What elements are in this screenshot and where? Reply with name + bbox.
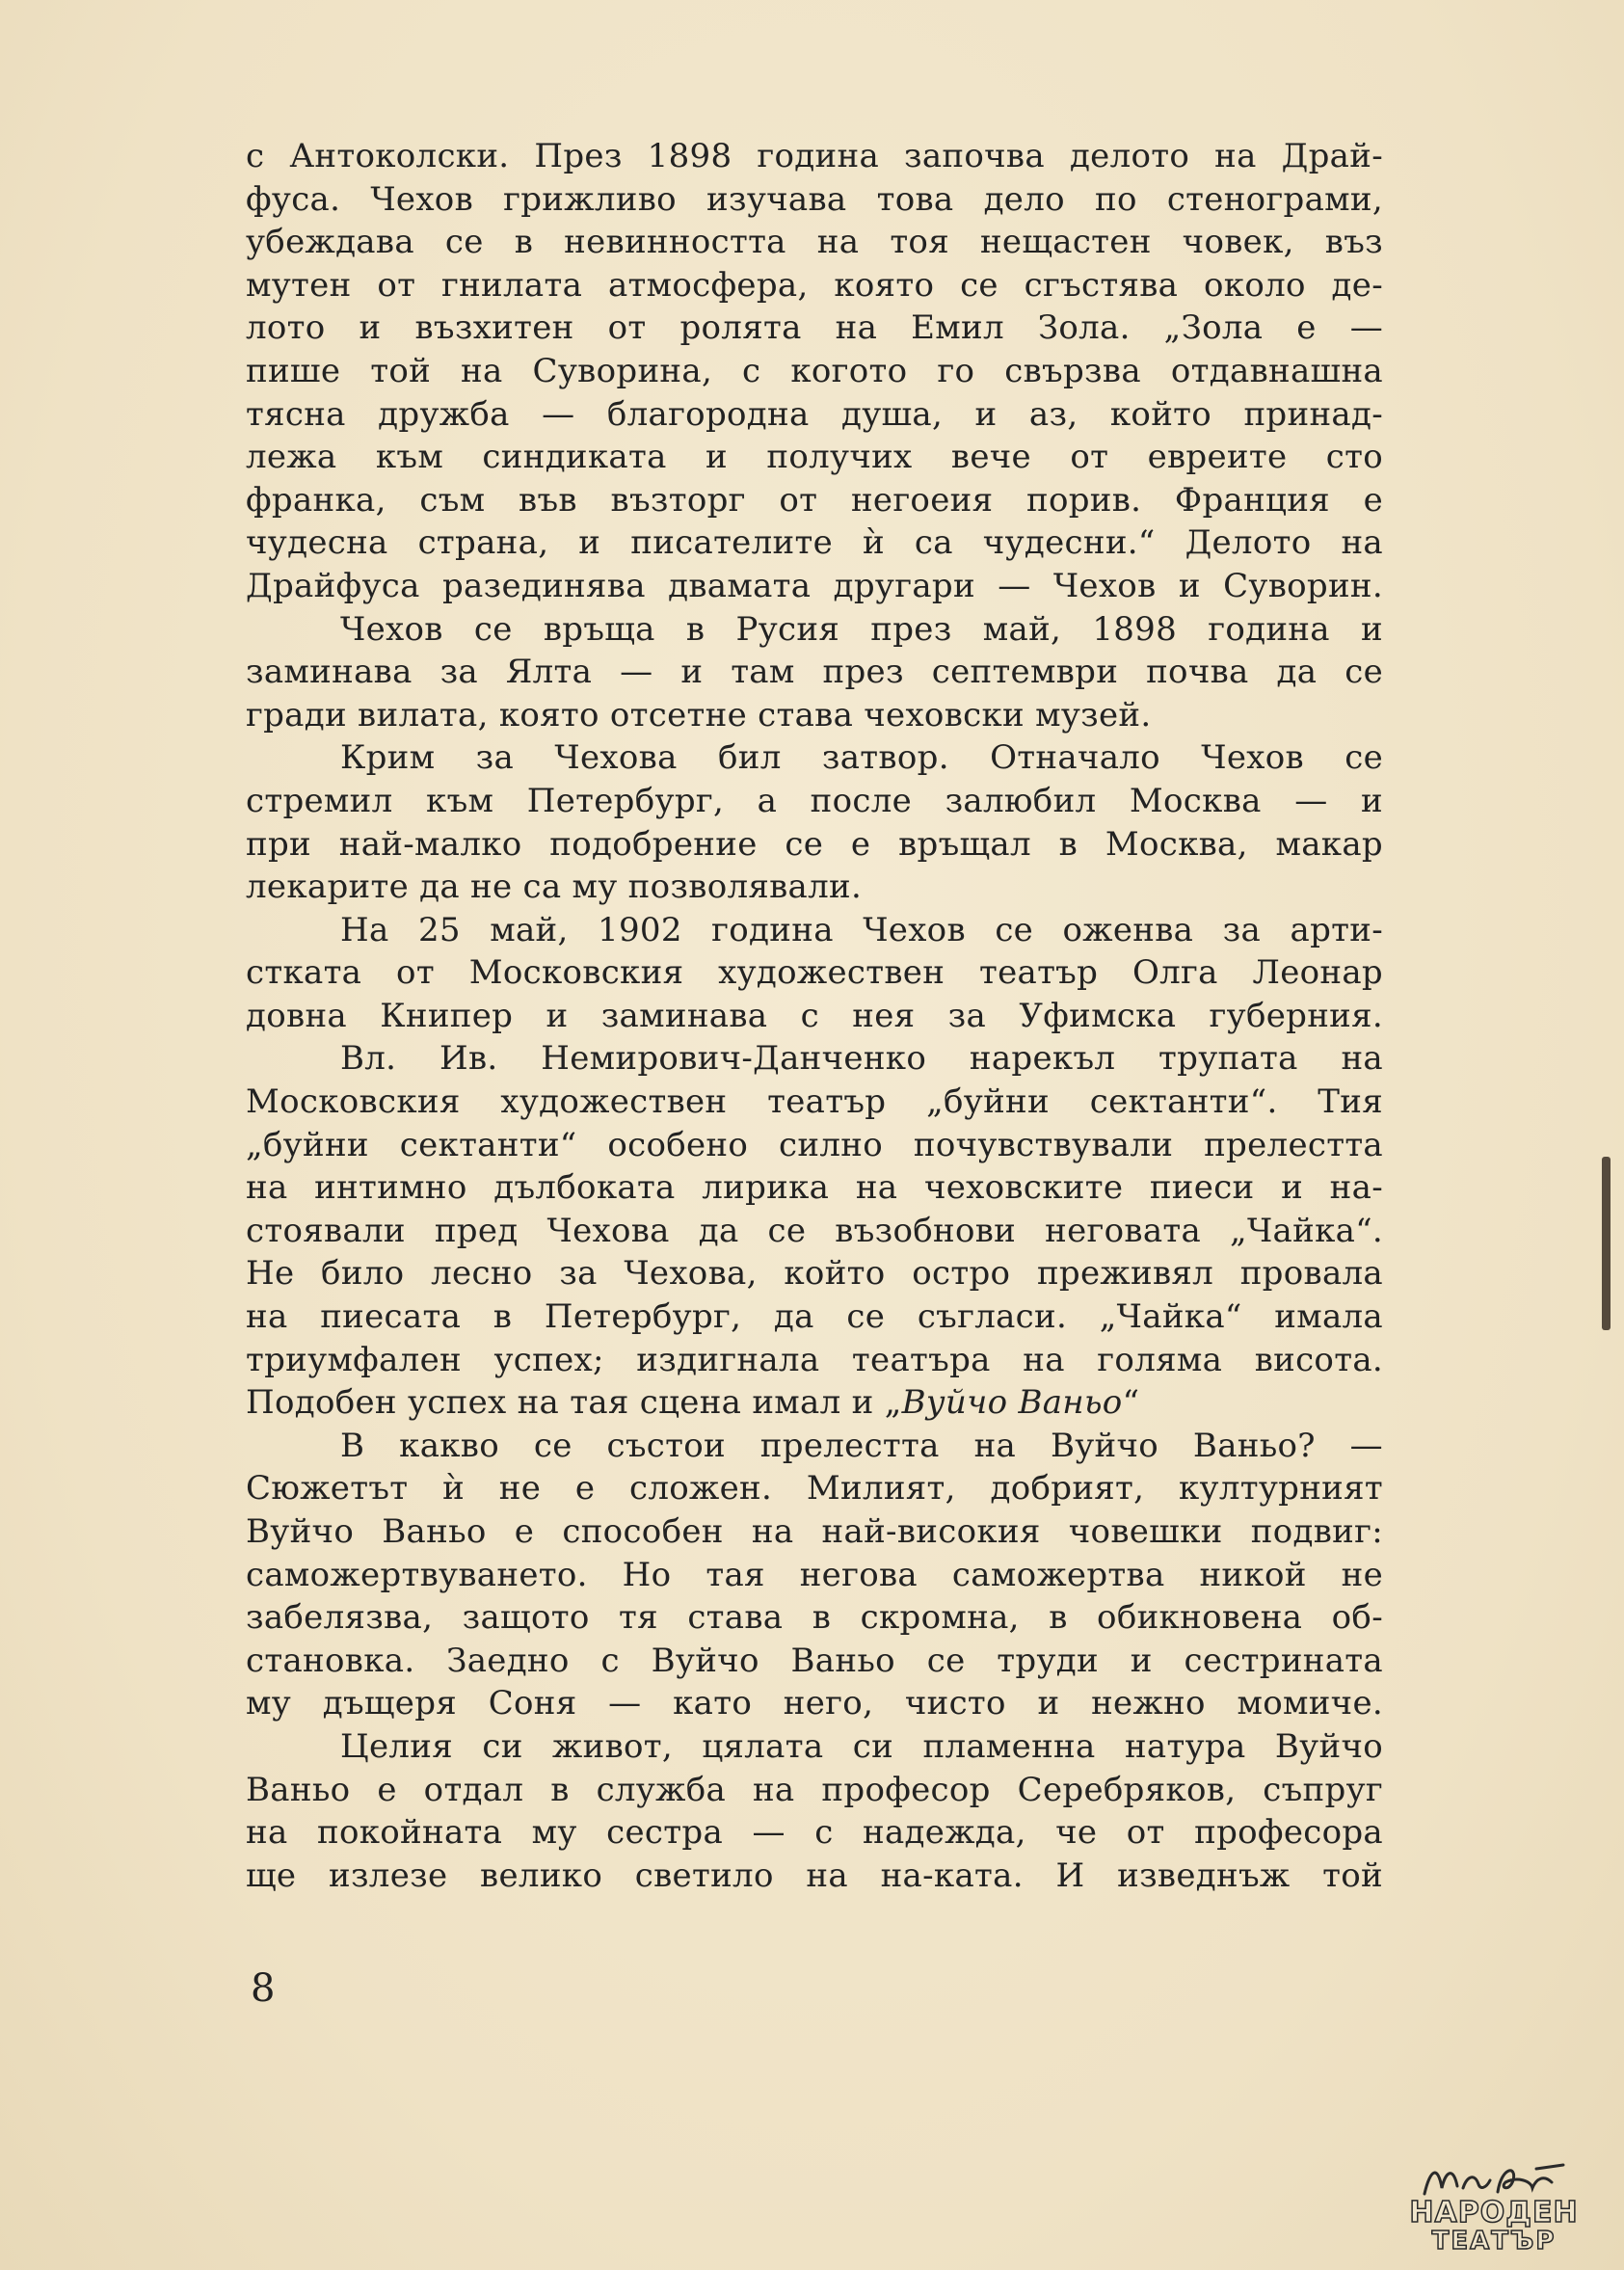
text-line (246, 651, 1383, 694)
national-theatre-stamp (1407, 2159, 1581, 2256)
text-line-content: На 25 май, 1902 година Чехов се оженва за арти- (340, 910, 1383, 949)
text-line (246, 866, 1383, 909)
italic-title: Вуйчо Ваньо (901, 1383, 1123, 1423)
closing-quote: “ (1122, 1383, 1140, 1423)
text-line (246, 1381, 1383, 1425)
text-line (246, 1210, 1383, 1253)
text-line-content: гради вилата, която отсетне става чеховски музей. (246, 695, 1152, 734)
text-line (246, 1554, 1383, 1597)
text-line-content: на пиесата в Петербург, да се съгласи. „Чайка“ имала (246, 1297, 1383, 1337)
text-line-content: Чехов се връща в Русия през май, 1898 година и (340, 609, 1383, 649)
text-line (246, 178, 1383, 222)
text-line (246, 1081, 1383, 1124)
text-line-content: „буйни сектанти“ особено силно почувствували прелестта (246, 1125, 1383, 1164)
page-number: 8 (251, 1966, 276, 2011)
text-line (246, 350, 1383, 393)
text-line-content: ще излезе велико светило на на-ката. И изведнъж той (246, 1856, 1383, 1895)
text-line-content: забелязва, защото тя става в скромна, в обикновена об- (246, 1598, 1383, 1638)
text-line-content: Крим за Чехова бил затвор. Отначало Чехов се (340, 738, 1383, 778)
text-line (246, 823, 1383, 867)
text-line (246, 736, 1383, 780)
text-line (246, 780, 1383, 823)
text-line-content: франка, съм във възторг от негоеия порив. Франция е (246, 480, 1383, 520)
text-line (246, 565, 1383, 608)
text-line-content: Вуйчо Ваньо е способен на най-високия човешки подвиг: (246, 1512, 1383, 1551)
text-line-content: лото и възхитен от ролята на Емил Зола. „Зола е — (246, 308, 1383, 348)
text-line (246, 995, 1383, 1038)
text-line (246, 1640, 1383, 1683)
text-line-content: убеждава се в невинността на тоя нещастен човек, въз (246, 223, 1383, 262)
text-line-content: тясна дружба — благородна душа, и аз, който принад- (246, 394, 1383, 434)
text-line-content: му дъщеря Соня — като него, чисто и нежно момиче. (246, 1684, 1383, 1723)
text-line (246, 1510, 1383, 1554)
text-line-content: триумфален успех; издигнала театъра на голяма висота. (246, 1340, 1383, 1379)
text-line-content: довна Книпер и заминава с нея за Уфимска губерния. (246, 996, 1383, 1035)
text-line-content: чудесна страна, и писателите ѝ са чудесни.“ Делото на (246, 523, 1383, 563)
text-line-content: Сюжетът ѝ не е сложен. Милият, добрият, културният (246, 1469, 1383, 1509)
text-line-content: на покойната му сестра — с надежда, че от професора (246, 1813, 1383, 1853)
text-line (246, 1769, 1383, 1812)
text-line (246, 1295, 1383, 1339)
text-line-content: Целия си живот, цялата си пламенна натура Вуйчо (340, 1726, 1383, 1766)
text-line (246, 1037, 1383, 1081)
text-line (246, 393, 1383, 437)
text-line (246, 264, 1383, 307)
text-line-content: стката от Московския художествен театър Олга Леонар (246, 953, 1383, 993)
text-line (246, 1725, 1383, 1769)
body-text (246, 135, 1383, 1897)
text-line-content: с Антоколски. През 1898 година започва делото на Драй- (246, 137, 1383, 175)
text-line-content: Подобен успех на тая сцена имал и „ (246, 1383, 902, 1423)
binding-mark (1602, 1157, 1611, 1330)
text-line-content: становка. Заедно с Вуйчо Ваньо се труди и сестрината (246, 1641, 1383, 1680)
text-line-content: на интимно дълбоката лирика на чеховските пиеси и на- (246, 1168, 1383, 1208)
text-line (246, 1811, 1383, 1855)
text-line (246, 135, 1383, 178)
text-line (246, 1682, 1383, 1725)
text-line-content: пише той на Суворина, с когото го свързва отдавнашна (246, 351, 1383, 390)
text-line (246, 1467, 1383, 1510)
text-line-content: Вл. Ив. Немирович-Данченко нарекъл трупата на (340, 1039, 1383, 1079)
text-line-content: Ваньо е отдал в служба на професор Серебряков, съпруг (246, 1770, 1383, 1809)
text-line-content: стремил към Петербург, а после залюбил Москва — и (246, 781, 1383, 820)
text-line-content: В какво се състои прелестта на Вуйчо Ваньо? — (340, 1426, 1383, 1465)
text-line-content: стоявали пред Чехова да се възобнови неговата „Чайка“. (246, 1211, 1383, 1250)
stamp-line-2: ТЕАТЪР (1431, 2227, 1557, 2256)
text-line-content: саможертвуването. Но тая негова саможертва никой не (246, 1555, 1383, 1594)
text-line (246, 436, 1383, 479)
text-line (246, 307, 1383, 350)
text-line-content: мутен от гнилата атмосфера, която се сгъстява около де- (246, 265, 1383, 305)
text-line-content: заминава за Ялта — и там през септември почва да се (246, 653, 1383, 692)
stamp-line-1: НАРОДЕН (1409, 2196, 1579, 2230)
text-line-content: лежа към синдиката и получих вече от евреите сто (246, 438, 1383, 477)
text-line-content: Драйфуса разединява двамата другари — Чехов и Суворин. (246, 566, 1383, 605)
text-line (246, 1166, 1383, 1210)
text-line (246, 521, 1383, 565)
text-line (246, 608, 1383, 652)
text-line (246, 1596, 1383, 1640)
text-line (246, 951, 1383, 995)
text-line (246, 1339, 1383, 1382)
text-line (246, 909, 1383, 952)
text-line (246, 479, 1383, 522)
text-line-content: лекарите да не са му позволявали. (246, 868, 863, 907)
text-line-content: Московския художествен театър „буйни сектанти“. Тия (246, 1082, 1383, 1122)
text-line-content: фуса. Чехов грижливо изучава това дело по стенограми, (246, 179, 1383, 219)
text-line-content: Не било лесно за Чехова, който остро преживял провала (246, 1254, 1383, 1294)
text-line (246, 1124, 1383, 1167)
text-line (246, 1425, 1383, 1468)
text-line (246, 1252, 1383, 1295)
text-line (246, 1855, 1383, 1898)
text-line-content: при най-малко подобрение се е връщал в Москва, макар (246, 824, 1383, 864)
text-line (246, 694, 1383, 737)
text-line (246, 221, 1383, 264)
